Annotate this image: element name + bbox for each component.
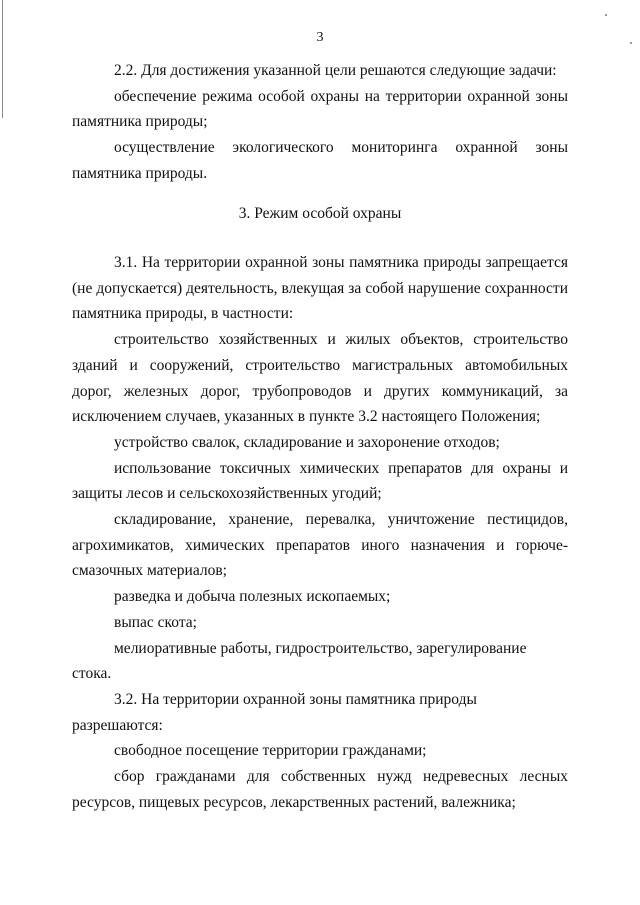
paragraph-line: дорог, железных дорог, трубопроводов и других коммуникаций, за xyxy=(72,382,568,400)
text-block-regime xyxy=(72,250,568,815)
paragraph-line: использование токсичных химических препаратов для охраны и xyxy=(114,459,568,477)
paragraph-line: мелиоративные работы, гидростроительство, зарегулирование стока. xyxy=(72,639,527,683)
paragraph-line: памятника природы. xyxy=(72,164,208,182)
paragraph-line: складирование, хранение, перевалка, уничтожение пестицидов, xyxy=(114,511,568,529)
paragraph-line: 3.2. На территории охранной зоны памятника природы разрешаются: xyxy=(72,690,477,734)
page-number: 3 xyxy=(316,30,324,45)
paragraph-line: защиты лесов и сельскохозяйственных угодий; xyxy=(72,485,382,503)
paragraph-line: агрохимикатов, химических препаратов иного назначения и горюче- xyxy=(72,536,568,554)
paragraph-line: смазочных материалов; xyxy=(72,562,227,580)
paragraph-line: зданий и сооружений, строительство магистральных автомобильных xyxy=(72,356,568,374)
paragraph-line: памятника природы, в частности: xyxy=(72,305,294,323)
paragraph-line: осуществление экологического мониторинга охранной зоны xyxy=(114,139,568,157)
paragraph-line: (не допускается) деятельность, влекущая за собой нарушение сохранности xyxy=(72,279,568,297)
paragraph-line: сбор гражданами для собственных нужд недревесных лесных xyxy=(114,768,568,786)
paragraph-line: свободное посещение территории гражданами; xyxy=(114,742,427,760)
paragraph-line: 3.1. На территории охранной зоны памятника природы запрещается xyxy=(114,254,568,271)
paragraph-line: устройство свалок, складирование и захоронение отходов; xyxy=(114,433,500,451)
paragraph-line: обеспечение режима особой охраны на территории охранной зоны xyxy=(114,87,568,105)
paragraph-line: разведка и добыча полезных ископаемых; xyxy=(114,588,391,606)
scan-speck xyxy=(605,14,607,16)
paragraph-line: ресурсов, пищевых ресурсов, лекарственных растений, валежника; xyxy=(72,793,516,811)
scan-edge-mark xyxy=(2,0,3,118)
text-block-tasks xyxy=(72,58,568,187)
paragraph-line: исключением случаев, указанных в пункте 3.2 настоящего Положения; xyxy=(72,408,541,426)
paragraph-line: памятника природы; xyxy=(72,113,208,131)
paragraph-line: выпас скота; xyxy=(114,613,197,631)
section-heading: 3. Режим особой охраны xyxy=(238,205,402,222)
paragraph-line: строительство хозяйственных и жилых объектов, строительство xyxy=(114,331,568,349)
paragraph-line: 2.2. Для достижения указанной цели решаются следующие задачи: xyxy=(114,62,557,79)
